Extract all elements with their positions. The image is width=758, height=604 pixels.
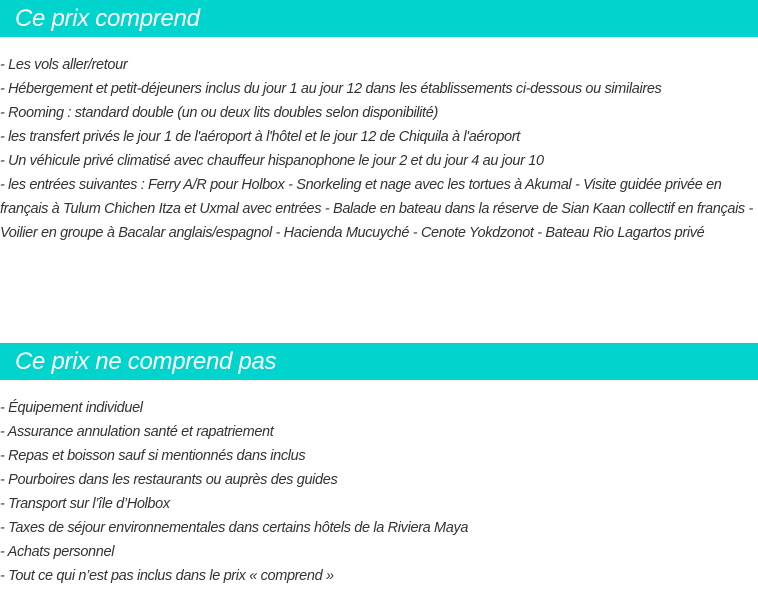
not-included-list bbox=[0, 396, 758, 588]
list-item: - Hébergement et petit-déjeuners inclus du jour 1 au jour 12 dans les établissements ci-dessous ou similaires bbox=[0, 81, 662, 97]
list-item: - les entrées suivantes : Ferry A/R pour Holbox - Snorkeling et nage avec les tortues à Akumal - Visite guidée privée en français à Tulum Chichen Itza et Uxmal avec entrées - Balade en bateau dans la réserve de Sian Kaan collectif en français - Voilier en groupe à Bacalar anglais/espagnol - Hacienda Mucuyché - Cenote Yokdzonot - Bateau Rio Lagartos privé bbox=[0, 177, 753, 241]
section-header-not-included: Ce prix ne comprend pas bbox=[0, 343, 758, 380]
list-item: - Repas et boisson sauf si mentionnés dans inclus bbox=[0, 448, 306, 464]
list-item: - Achats personnel bbox=[0, 544, 115, 560]
list-item: - Les vols aller/retour bbox=[0, 57, 128, 73]
list-item: - Transport sur l’île d’Holbox bbox=[0, 496, 170, 512]
list-item: - Taxes de séjour environnementales dans certains hôtels de la Riviera Maya bbox=[0, 520, 469, 536]
list-item: - Rooming : standard double (un ou deux lits doubles selon disponibilité) bbox=[0, 105, 438, 121]
list-item: - Pourboires dans les restaurants ou auprès des guides bbox=[0, 472, 338, 488]
list-item: - Équipement individuel bbox=[0, 400, 143, 416]
section-header-included: Ce prix comprend bbox=[0, 0, 758, 37]
list-item: - Assurance annulation santé et rapatriement bbox=[0, 424, 274, 440]
included-list bbox=[0, 53, 758, 245]
list-item: - Un véhicule privé climatisé avec chauffeur hispanophone le jour 2 et du jour 4 au jour 10 bbox=[0, 153, 544, 169]
list-item: - les transfert privés le jour 1 de l'aéroport à l'hôtel et le jour 12 de Chiquila à l'aéroport bbox=[0, 129, 520, 145]
list-item: - Tout ce qui n’est pas inclus dans le prix « comprend » bbox=[0, 568, 334, 584]
